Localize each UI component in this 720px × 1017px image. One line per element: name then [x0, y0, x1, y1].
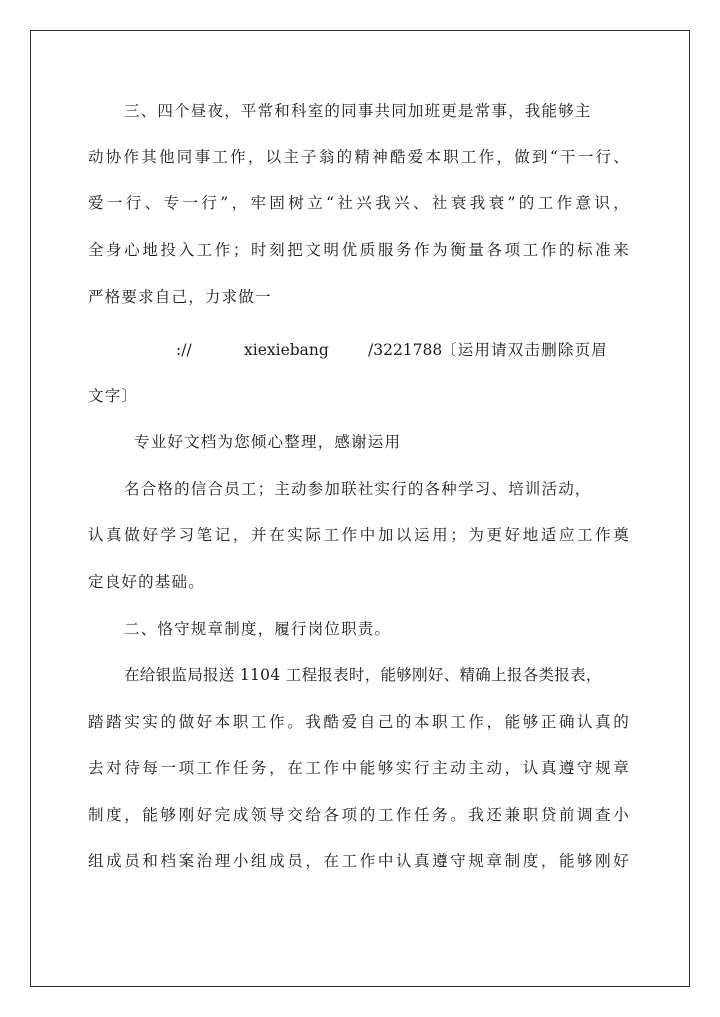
- text-line: 踏踏实实的做好本职工作。我酷爱自己的本职工作，能够正确认真的: [88, 713, 630, 731]
- text-line: 名合格的信合员工；主动参加联社实行的各种学习、培训活动，: [124, 480, 592, 498]
- text-line: 去对待每一项工作任务，在工作中能够实行主动主动，认真遵守规章: [88, 759, 630, 777]
- text-line: 制度，能够刚好完成领导交给各项的工作任务。我还兼职贷前调查小: [88, 806, 630, 824]
- text-line: 三、四个昼夜，平常和科室的同事共同加班更是常事，我能够主: [124, 102, 592, 120]
- watermark-line: 专业好文档为您倾心整理，感谢运用: [134, 433, 402, 451]
- text-line: 定良好的基础。: [88, 573, 205, 591]
- text-line: 全身心地投入工作；时刻把文明优质服务作为衡量各项工作的标准来: [88, 241, 630, 259]
- text-line: 认真做好学习笔记，并在实际工作中加以运用；为更好地适应工作奠: [88, 526, 630, 544]
- url-path: /3221788: [368, 341, 443, 359]
- url-domain: xiexiebang: [244, 341, 329, 359]
- section-heading: 二、恪守规章制度，履行岗位职责。: [124, 620, 392, 638]
- text-line: 在给银监局报送 1104 工程报表时，能够刚好、精确上报各类报表，: [124, 666, 602, 684]
- url-prefix: ://: [176, 341, 192, 359]
- text-line: 动协作其他同事工作，以主子翁的精神酷爱本职工作，做到“干一行、: [88, 148, 630, 166]
- text-line: 爱一行、专一行”，牢固树立“社兴我兴、社衰我衰”的工作意识，: [88, 194, 630, 212]
- text-line: 文字〕: [88, 387, 139, 405]
- text-line: 组成员和档案治理小组成员，在工作中认真遵守规章制度，能够刚好: [88, 852, 630, 870]
- url-note: 〔运用请双击删除页眉: [441, 341, 609, 359]
- page-frame: [30, 30, 690, 987]
- text-line: 严格要求自己，力求做一: [88, 288, 272, 306]
